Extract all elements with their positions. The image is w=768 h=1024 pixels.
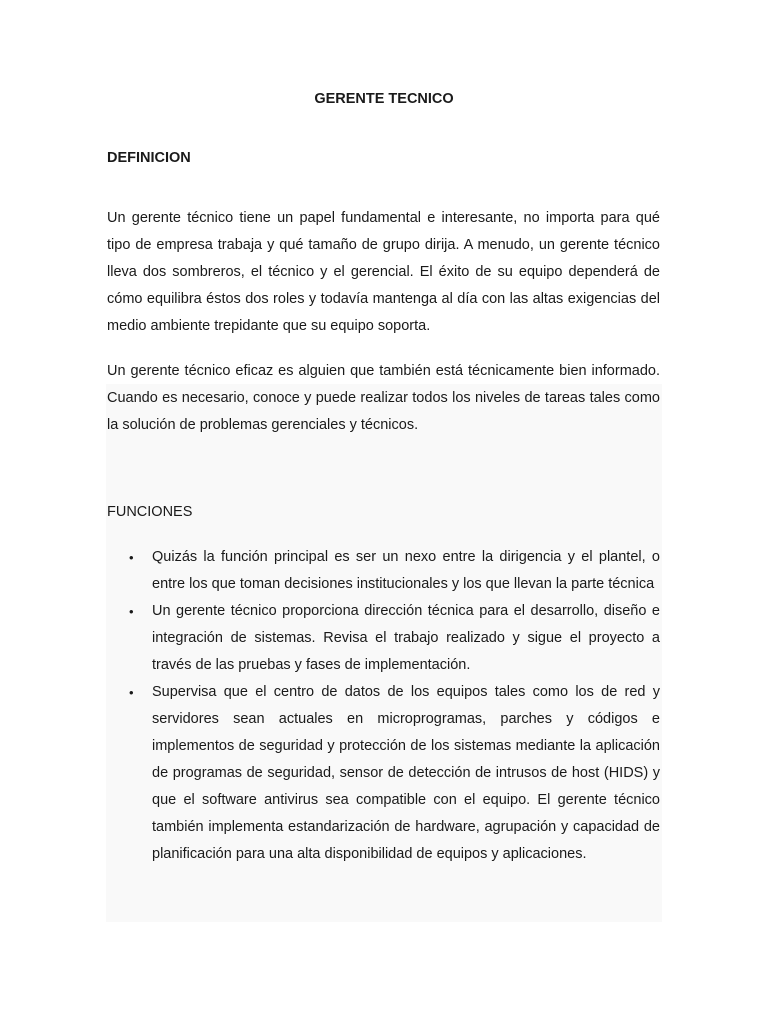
definition-paragraph-2: Un gerente técnico eficaz es alguien que también está técnicamente bien informado. Cuando es necesario, conoce y puede realizar todos los niveles de tareas tales como la solución de problemas gerenciales y técnicos. xyxy=(107,363,660,433)
bullet-icon: • xyxy=(129,685,134,700)
bullet-icon: • xyxy=(129,604,134,619)
document-title: GERENTE TECNICO xyxy=(314,91,454,107)
list-item xyxy=(107,679,660,868)
bullet-icon: • xyxy=(129,550,134,565)
list-item-text: Supervisa que el centro de datos de los equipos tales como los de red y servidores sean actuales en microprogramas, parches y códigos e implementos de seguridad y protección de los sistemas mediante la aplicación de programas de seguridad, sensor de detección de intrusos de host (HIDS) y que el software antivirus sea compatible con el equipo. El gerente técnico también implementa estandarización de hardware, agrupación y capacidad de planificación para una alta disponibilidad de equipos y aplicaciones. xyxy=(152,684,660,862)
definition-paragraph-1: Un gerente técnico tiene un papel fundamental e interesante, no importa para qué tipo de empresa trabaja y qué tamaño de grupo dirija. A menudo, un gerente técnico lleva dos sombreros, el técnico y el gerencial. El éxito de su equipo dependerá de cómo equilibra éstos dos roles y todavía mantenga al día con las altas exigencias del medio ambiente trepidante que su equipo soporta. xyxy=(107,210,660,334)
list-item xyxy=(107,544,660,598)
list-item-text: Quizás la función principal es ser un nexo entre la dirigencia y el plantel, o entre los que toman decisiones institucionales y los que llevan la parte técnica xyxy=(152,549,660,592)
functions-list xyxy=(107,544,660,868)
functions-heading: FUNCIONES xyxy=(107,504,193,520)
definition-heading: DEFINICION xyxy=(107,150,191,166)
list-item xyxy=(107,598,660,679)
list-item-text: Un gerente técnico proporciona dirección técnica para el desarrollo, diseño e integración de sistemas. Revisa el trabajo realizado y sigue el proyecto a través de las pruebas y fases de implementación. xyxy=(152,603,660,673)
